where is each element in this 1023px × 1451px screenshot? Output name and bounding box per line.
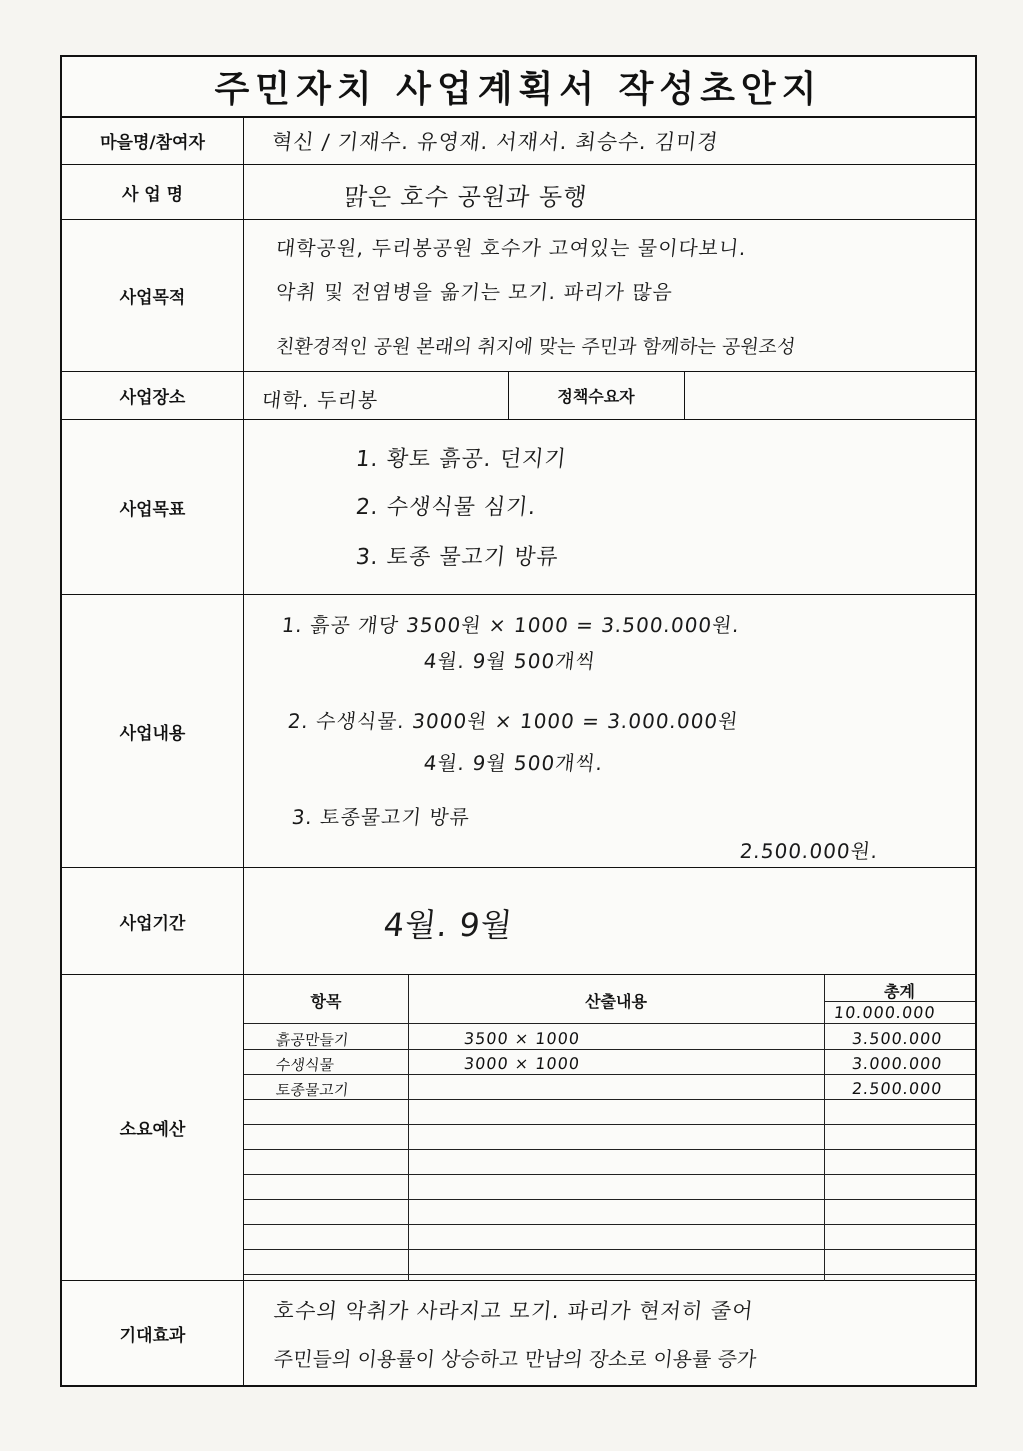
label-policy-user: 정책수요자 (557, 387, 635, 406)
table-rule (244, 1174, 975, 1175)
purpose-line-1: 대학공원, 두리봉공원 호수가 고여있는 물이다보니. (274, 236, 748, 260)
goal-item: 1. 황토 흙공. 던지기 (354, 447, 568, 472)
header-total: 총계 (884, 982, 915, 1001)
goal-item: 3. 토종 물고기 방류 (354, 545, 560, 570)
table-divider (408, 975, 409, 1281)
table-rule (244, 1124, 975, 1125)
goal-item: 2. 수생식물 심기. (354, 495, 538, 520)
table-divider (824, 975, 825, 1281)
row-project-name (62, 165, 975, 220)
detail-line-4: 4월. 9월 500개씩. (422, 751, 605, 775)
field-goals[interactable] (244, 420, 975, 594)
budget-amount: 3.500.000 (851, 1029, 944, 1048)
label-location: 사업장소 (62, 372, 244, 419)
row-purpose (62, 220, 975, 372)
field-purpose[interactable] (244, 220, 975, 371)
budget-calc: 3500 × 1000 (463, 1029, 582, 1048)
effects-line-2: 주민들의 이용률이 상승하고 만남의 장소로 이용률 증가 (272, 1347, 758, 1371)
purpose-line-2: 악취 및 전염병을 옮기는 모기. 파리가 많음 (274, 280, 675, 304)
budget-item: 흙공만들기 (275, 1031, 350, 1049)
header-calc: 산출내용 (585, 992, 647, 1011)
table-rule (244, 1149, 975, 1150)
field-project-name[interactable] (244, 165, 975, 219)
label-purpose: 사업목적 (62, 220, 244, 371)
detail-line-1: 1. 흙공 개당 3500원 × 1000 = 3.500.000원. (280, 613, 742, 637)
detail-line-3: 2. 수생식물. 3000원 × 1000 = 3.000.000원 (286, 709, 740, 733)
value-location: 대학. 두리봉 (260, 388, 380, 412)
row-village (62, 116, 975, 165)
detail-line-5: 3. 토종물고기 방류 (290, 805, 472, 829)
value-period: 4월. 9월 (381, 906, 515, 944)
detail-line-6: 2.500.000원. (738, 839, 880, 863)
field-details[interactable] (244, 595, 975, 867)
label-details: 사업내용 (62, 595, 244, 867)
divider (684, 372, 685, 419)
budget-amount: 2.500.000 (851, 1079, 944, 1098)
label-effects: 기대효과 (62, 1281, 244, 1385)
row-location (62, 372, 975, 420)
budget-calc: 3000 × 1000 (463, 1054, 582, 1073)
field-village[interactable] (244, 116, 975, 164)
row-period (62, 868, 975, 975)
field-effects[interactable] (244, 1281, 975, 1385)
label-goals: 사업목표 (62, 420, 244, 594)
label-village: 마을명/참여자 (62, 116, 244, 164)
row-effects (62, 1281, 975, 1385)
effects-line-1: 호수의 악취가 사라지고 모기. 파리가 현저히 줄어 (272, 1299, 755, 1323)
budget-total: 10.000.000 (833, 1003, 937, 1022)
plan-sheet (60, 55, 977, 1387)
budget-item: 수생식물 (275, 1056, 335, 1074)
budget-amount: 3.000.000 (851, 1054, 944, 1073)
field-location[interactable] (244, 372, 975, 419)
field-period[interactable] (244, 868, 975, 974)
value-project-name: 맑은 호수 공원과 동행 (342, 183, 589, 211)
page-title: 주민자치 사업계획서 작성초안지 (62, 57, 975, 118)
table-rule (244, 1049, 975, 1050)
table-rule (244, 1074, 975, 1075)
label-project-name: 사 업 명 (62, 165, 244, 219)
budget-item: 토종물고기 (275, 1081, 350, 1099)
value-village: 혁신 / 기재수. 유영재. 서재서. 최승수. 김미경 (270, 130, 720, 154)
table-rule (244, 1199, 975, 1200)
table-rule (824, 1001, 975, 1002)
label-period: 사업기간 (62, 868, 244, 974)
row-details (62, 595, 975, 868)
table-rule (244, 1274, 975, 1275)
row-goals (62, 420, 975, 595)
purpose-line-3: 친환경적인 공원 본래의 취지에 맞는 주민과 함께하는 공원조성 (274, 336, 797, 358)
table-rule (244, 1023, 975, 1024)
table-rule (244, 1249, 975, 1250)
budget-table (244, 975, 975, 1280)
detail-line-2: 4월. 9월 500개씩 (422, 649, 598, 673)
table-rule (244, 1099, 975, 1100)
header-item: 항목 (310, 992, 342, 1011)
table-rule (244, 1224, 975, 1225)
label-budget: 소요예산 (62, 975, 244, 1280)
row-budget (62, 975, 975, 1281)
